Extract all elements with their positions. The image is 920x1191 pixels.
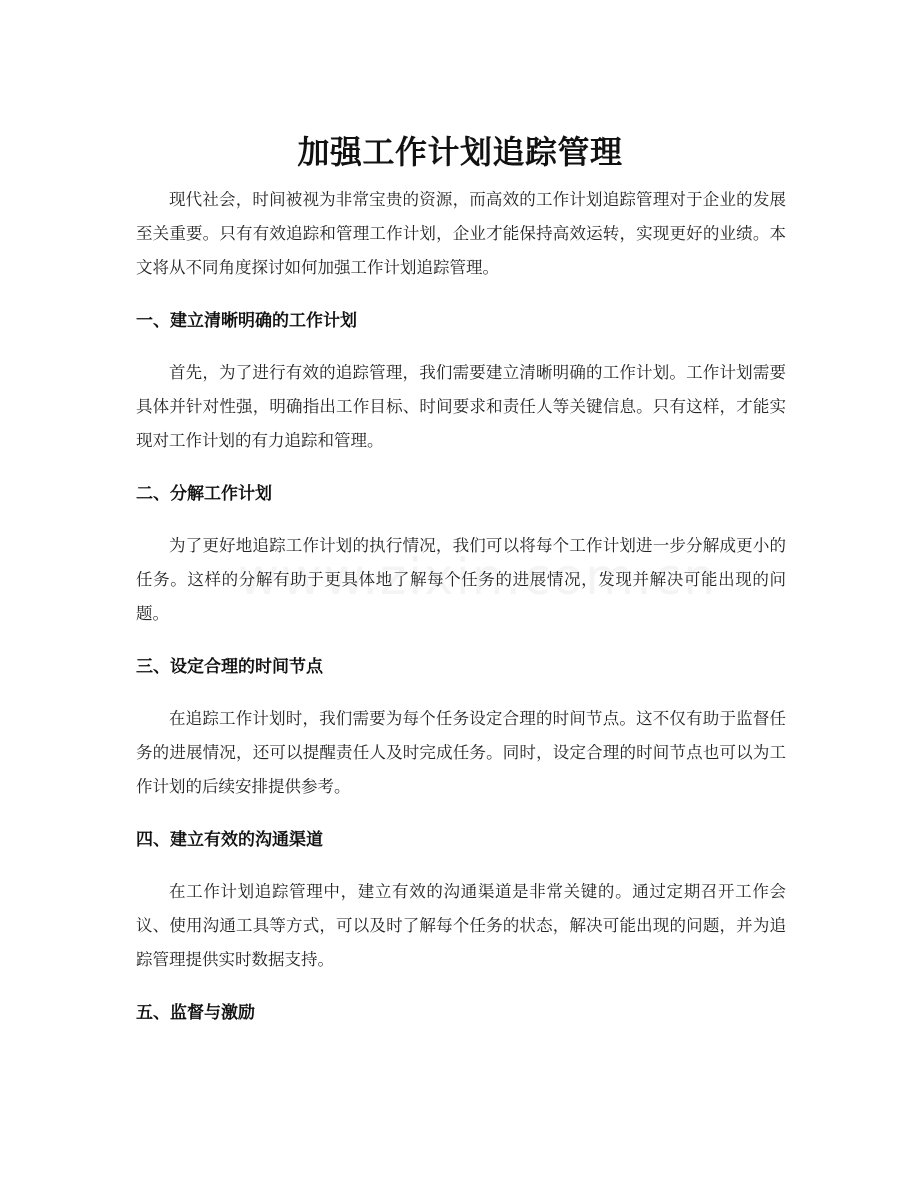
section-heading-2: 二、分解工作计划: [136, 484, 272, 504]
section-body-3: 在追踪工作计划时，我们需要为每个任务设定合理的时间节点。这不仅有助于监督任务的进展情况，还可以提醒责任人及时完成任务。同时，设定合理的时间节点也可以为工作计划的后续安排提供参考。: [136, 709, 786, 796]
document-title: 加强工作计划追踪管理: [297, 133, 623, 172]
section-heading-1: 一、建立清晰明确的工作计划: [136, 311, 357, 331]
section-body-1: 首先，为了进行有效的追踪管理，我们需要建立清晰明确的工作计划。工作计划需要具体并针对性强，明确指出工作目标、时间要求和责任人等关键信息。只有这样，才能实现对工作计划的有力追踪和管理。: [136, 363, 786, 450]
document-body: [136, 183, 786, 1030]
section-body-2: 为了更好地追踪工作计划的执行情况，我们可以将每个工作计划进一步分解成更小的任务。这样的分解有助于更具体地了解每个任务的进展情况，发现并解决可能出现的问题。: [136, 536, 786, 623]
section-heading-5: 五、监督与激励: [136, 1003, 255, 1023]
section-heading-3: 三、设定合理的时间节点: [136, 657, 323, 677]
section-body-4: 在工作计划追踪管理中，建立有效的沟通渠道是非常关键的。通过定期召开工作会议、使用沟通工具等方式，可以及时了解每个任务的状态，解决可能出现的问题，并为追踪管理提供实时数据支持。: [136, 882, 786, 969]
section-heading-4: 四、建立有效的沟通渠道: [136, 830, 323, 850]
intro-paragraph: 现代社会，时间被视为非常宝贵的资源，而高效的工作计划追踪管理对于企业的发展至关重要。只有有效追踪和管理工作计划，企业才能保持高效运转，实现更好的业绩。本文将从不同角度探讨如何加强工作计划追踪管理。: [136, 190, 786, 277]
